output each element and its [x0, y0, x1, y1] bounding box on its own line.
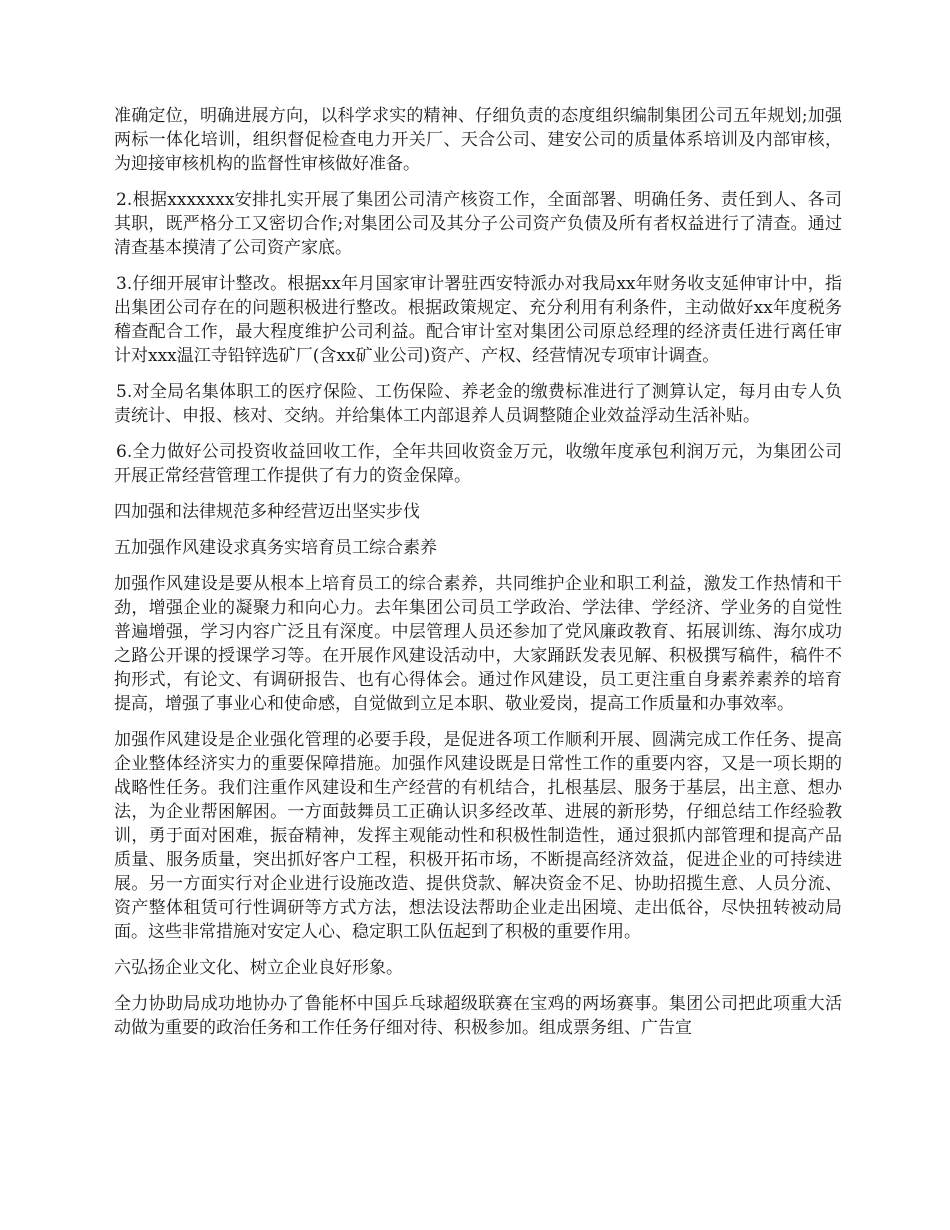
paragraph-work-style-1: 加强作风建设是要从根本上培育员工的综合素养，共同维护企业和职工利益，激发工作热情和干劲，增强企业的凝聚力和向心力。去年集团公司员工学政治、学法律、学经济、学业务的自觉性普遍增强，学习内容广泛且有深度。中层管理人员还参加了党风廉政教育、拓展训练、海尔成功之路公开课的授课学习等。在开展作风建设活动中，大家踊跃发表见解、积极撰写稿件，稿件不拘形式，有论文、有调研报告、也有心得体会。通过作风建设，员工更注重自身素养素养的培育提高，增强了事业心和使命感，自觉做到立足本职、敬业爱岗，提高工作质量和办事效率。 — [114, 574, 842, 714]
section-heading-5: 五加强作风建设求真务实培育员工综合素养 — [114, 538, 437, 558]
paragraph-item-6: 6.全力做好公司投资收益回收工作，全年共回收资金万元，收缴年度承包利润万元，为集团公司开展正常经营管理工作提供了有力的资金保障。 — [114, 442, 842, 486]
paragraph-item-3: 3.仔细开展审计整改。根据xx年月国家审计署驻西安特派办对我局xx年财务收支延伸审计中，指出集团公司存在的问题积极进行整改。根据政策规定、充分利用有利条件，主动做好xx年度税务稽查配合工作，最大程度维护公司利益。配合审计室对集团公司原总经理的经济责任进行离任审计对xxx温江寺铅锌选矿厂(含xx矿业公司)资产、产权、经营情况专项审计调查。 — [114, 274, 842, 366]
paragraph-item-2: 2.根据xxxxxxx安排扎实开展了集团公司清产核资工作，全面部署、明确任务、责任到人、各司其职，既严格分工又密切合作;对集团公司及其分子公司资产负债及所有者权益进行了清查。通过清查基本摸清了公司资产家底。 — [114, 190, 842, 258]
section-heading-6: 六弘扬企业文化、树立企业良好形象。 — [114, 958, 403, 978]
paragraph-work-style-2: 加强作风建设是企业强化管理的必要手段，是促进各项工作顺利开展、圆满完成工作任务、提高企业整体经济实力的重要保障措施。加强作风建设既是日常性工作的重要内容，又是一项长期的战略性任务。我们注重作风建设和生产经营的有机结合，扎根基层、服务于基层，出主意、想办法，为企业帮困解困。一方面鼓舞员工正确认识多经改革、进展的新形势，仔细总结工作经验教训，勇于面对困难，振奋精神，发挥主观能动性和积极性制造性，通过狠抓内部管理和提高产品质量、服务质量，突出抓好客户工程，积极开拓市场，不断提高经济效益，促进企业的可持续进展。另一方面实行对企业进行设施改造、提供贷款、解决资金不足、协助招揽生意、人员分流、资产整体租赁可行性调研等方式方法，想法设法帮助企业走出困境、走出低谷，尽快扭转被动局面。这些非常措施对安定人心、稳定职工队伍起到了积极的重要作用。 — [114, 730, 842, 942]
document-body — [114, 104, 842, 1052]
section-heading-4: 四加强和法律规范多种经营迈出坚实步伐 — [114, 502, 420, 522]
paragraph-intro: 准确定位，明确进展方向，以科学求实的精神、仔细负责的态度组织编制集团公司五年规划;加强两标一体化培训，组织督促检查电力开关厂、天合公司、建安公司的质量体系培训及内部审核，为迎接审核机构的监督性审核做好准备。 — [114, 106, 842, 174]
paragraph-culture: 全力协助局成功地协办了鲁能杯中国乒乓球超级联赛在宝鸡的两场赛事。集团公司把此项重大活动做为重要的政治任务和工作任务仔细对待、积极参加。组成票务组、广告宣 — [114, 994, 842, 1038]
paragraph-item-5: 5.对全局名集体职工的医疗保险、工伤保险、养老金的缴费标准进行了测算认定，每月由专人负责统计、申报、核对、交纳。并给集体工内部退养人员调整随企业效益浮动生活补贴。 — [114, 382, 842, 426]
